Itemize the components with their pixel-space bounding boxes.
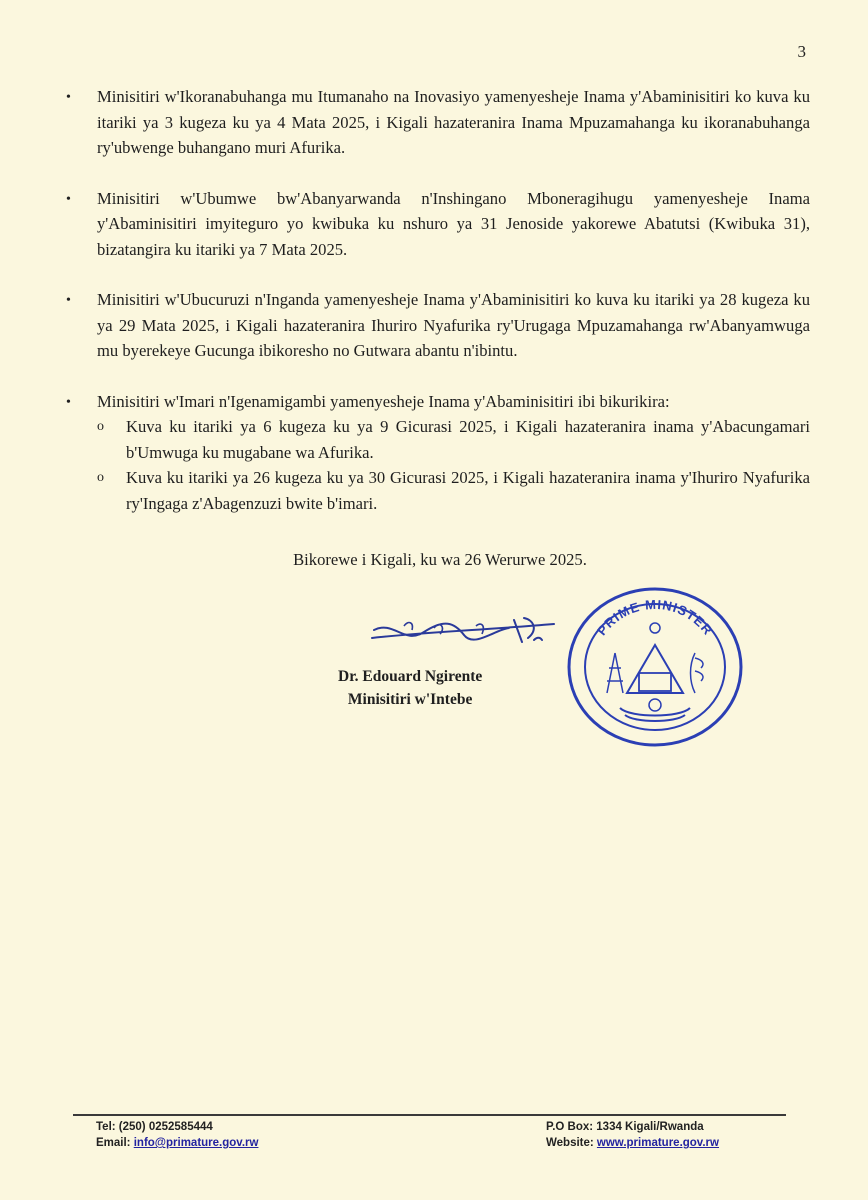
website-link[interactable]: www.primature.gov.rw <box>596 1137 719 1149</box>
list-item <box>66 389 810 517</box>
bullet-marker: • <box>66 293 71 308</box>
sub-list <box>97 414 810 516</box>
footer-website-row <box>546 1135 719 1151</box>
bullet-marker: • <box>66 191 71 207</box>
closing-line: Bikorewe i Kigali, ku wa 26 Werurwe 2025. <box>293 550 587 569</box>
announcement-list <box>66 84 810 541</box>
item-text: Minisitiri w'Ubucuruzi n'Inganda yamenyesheje Inama y'Abaminisitiri ko kuva ku itariki ya 28 kugeza ku ya 29 Mata 2025, i Kigali hazateranira Ihuriro Nyafurika ry'Urugaga Mpuzamahanga rw'Abanyamwuga mu byerekeye Gucunga ibikoresho no Gutwara abantu n'ibintu. <box>97 290 810 360</box>
footer-divider <box>73 1114 786 1116</box>
svg-text:PRIME MINISTER: PRIME MINISTER <box>594 596 716 639</box>
footer-po-box: P.O Box: 1334 Kigali/Rwanda <box>546 1121 704 1133</box>
bullet-marker: • <box>66 90 71 105</box>
signer-block <box>338 665 482 711</box>
signer-title: Minisitiri w'Intebe <box>347 691 473 708</box>
footer-tel: Tel: (250) 0252585444 <box>96 1121 213 1133</box>
sub-list-item <box>97 465 810 516</box>
bullet-marker: • <box>66 394 71 410</box>
official-seal <box>565 583 745 748</box>
footer-contact <box>96 1119 258 1151</box>
item-text: Minisitiri w'Ubumwe bw'Abanyarwanda n'Inshingano Mboneragihugu yamenyesheje Inama y'Abaminisitiri imyiteguro yo kwibuka ku nshuro ya 31 Jenoside yakorewe Abatutsi (Kwibuka 31), bizatangira ku itariki ya 7 Mata 2025. <box>97 188 810 259</box>
footer-address <box>546 1119 719 1151</box>
list-item <box>66 186 810 263</box>
footer-website-label: Website: <box>546 1137 597 1149</box>
footer-email-row <box>96 1135 258 1151</box>
signer-name: Dr. Edouard Ngirente <box>338 668 483 685</box>
handwritten-signature <box>364 610 564 660</box>
sub-item-text: Kuva ku itariki ya 26 kugeza ku ya 30 Gicurasi 2025, i Kigali hazateranira inama y'Ihuriro Nyafurika ry'Ingaga z'Abagenzuzi bwite b'imari. <box>126 468 810 513</box>
footer-email-label: Email: <box>96 1137 134 1149</box>
page-number: 3 <box>797 42 806 61</box>
list-item <box>66 84 810 161</box>
sub-bullet-marker: o <box>97 419 104 434</box>
sub-list-item <box>97 414 810 465</box>
email-link[interactable]: info@primature.gov.rw <box>133 1137 259 1149</box>
list-item <box>66 287 810 364</box>
sub-bullet-marker: o <box>97 470 104 485</box>
sub-item-text: Kuva ku itariki ya 6 kugeza ku ya 9 Gicurasi 2025, i Kigali hazateranira inama y'Abacungamari b'Umwuga ku mugabane wa Afurika. <box>126 417 810 462</box>
item-text: Minisitiri w'Ikoranabuhanga mu Itumanaho na Inovasiyo yamenyesheje Inama y'Abaminisitiri ko kuva ku itariki ya 3 kugeza ku ya 4 Mata 2025, i Kigali hazateranira Inama Mpuzamahanga ku ikoranabuhanga ry'ubwenge buhangano muri Afurika. <box>97 87 810 157</box>
item-text: Minisitiri w'Imari n'Igenamigambi yamenyesheje Inama y'Abaminisitiri ibi bikurikira: <box>97 391 670 411</box>
